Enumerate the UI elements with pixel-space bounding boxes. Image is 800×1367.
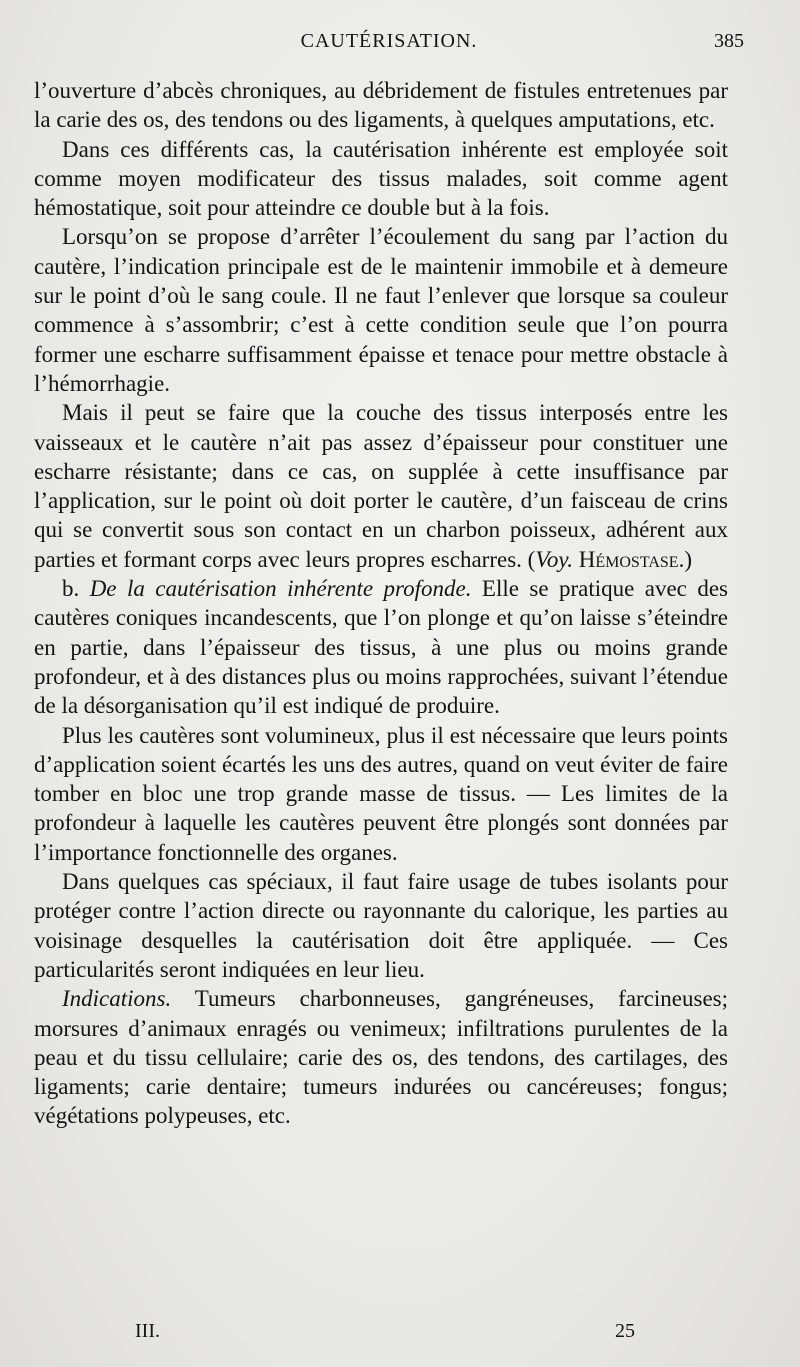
running-head	[34, 30, 744, 60]
section-heading: De la cautérisation inhérente profonde.	[89, 576, 472, 602]
running-title: CAUTÉRISATION.	[300, 30, 478, 52]
paragraph-continuation: l’ouverture d’abcès chroniques, au débridement de fistules entretenues par la carie des os, des tendons ou des ligaments, à quelques amputations, etc.	[34, 78, 728, 133]
body-text	[34, 76, 728, 1131]
page-number: 385	[714, 30, 744, 52]
paragraph-insulating-tubes: Dans quelques cas spéciaux, il faut faire usage de tubes isolants pour protéger contre l’action directe ou rayonnante du calorique, les parties au voisinage desquelles la cautérisation doit être appliquée. — Ces particularités seront indiquées en leur lieu.	[34, 869, 728, 982]
reference-close: .)	[678, 546, 692, 572]
sheet-number: 25	[615, 1320, 635, 1342]
paragraph-different-cases: Dans ces différents cas, la cautérisation inhérente est employée soit comme moyen modificateur des tissus malades, soit comme agent hémostatique, soit pour atteindre ce double but à la fois.	[34, 136, 728, 221]
paragraph-hemostasis: Lorsqu’on se propose d’arrêter l’écoulement du sang par l’action du cautère, l’indication principale est de le maintenir immobile et à demeure sur le point d’où le sang coule. Il ne faut l’enlever que lorsque sa couleur commence à s’assombrir; c’est à cette condition seule que l’on pourra former une escharre suffisamment épaisse et tenace pour mettre obstacle à l’hémorrhagie.	[34, 224, 728, 396]
hemostase-reference: Hémostase	[578, 546, 679, 572]
indications-heading: Indications.	[62, 986, 172, 1012]
signature-mark: III.	[135, 1320, 160, 1342]
paragraph-deep-cauterization	[34, 574, 728, 720]
section-text: Elle se pratique avec des cautères coniques incandescents, que l’on plonge et qu’on laisse s’éteindre en partie, dans l’épaisseur des tissus, à une plus ou moins grande profondeur, et à des distances plus ou moins rapprochées, suivant l’étendue de la désorganisation qu’il est indiqué de produire.	[34, 576, 728, 719]
paragraph-indications	[34, 984, 728, 1130]
section-label: b.	[62, 576, 80, 602]
voy-reference: Voy.	[535, 546, 574, 572]
paragraph-horsehair	[34, 398, 728, 574]
paragraph-horsehair-text: Mais il peut se faire que la couche des tissus interposés entre les vaisseaux et le cautère n’ait pas assez d’épaisseur pour constituer une escharre résistante; dans ce cas, on supplée à cette insuffisance par l’application, sur le point où doit porter le cautère, d’un faisceau de crins qui se convertit sous son contact en un charbon poisseux, adhérent aux parties et formant corps avec leurs propres escharres. (	[34, 400, 728, 572]
indications-text: Tumeurs charbonneuses, gangréneuses, farcineuses; morsures d’animaux enragés ou venimeux; infiltrations purulentes de la peau et du tissu cellulaire; carie des os, des tendons, des cartilages, des ligaments; carie dentaire; tumeurs indurées ou cancéreuses; fongus; végétations polypeuses, etc.	[34, 986, 728, 1129]
page-footer	[135, 1320, 635, 1350]
paragraph-cautery-spacing: Plus les cautères sont volumineux, plus il est nécessaire que leurs points d’application soient écartés les uns des autres, quand on veut éviter de faire tomber en bloc une trop grande masse de tissus. — Les limites de la profondeur à laquelle les cautères peuvent être plongés sont données par l’importance fonctionnelle des organes.	[34, 722, 728, 865]
